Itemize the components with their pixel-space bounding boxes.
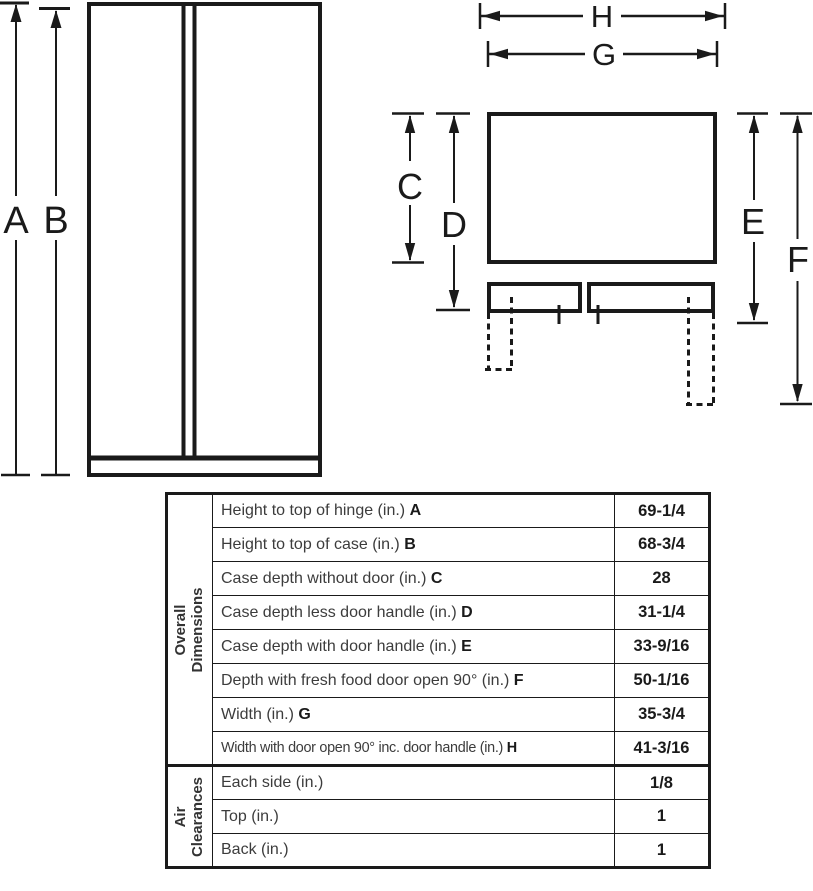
row-label: Depth with fresh food door open 90° (in.) F: [213, 664, 615, 698]
dim-label-c: C: [397, 166, 423, 207]
arrow-down-icon: [449, 290, 459, 308]
row-value: 1: [615, 834, 710, 868]
case-top-outline: [489, 114, 715, 262]
group-label-overall-dimensions: [167, 494, 213, 766]
row-value: 28: [615, 562, 710, 596]
fresh-food-handle-dashed: [686, 297, 716, 405]
fridge-front-outline: [89, 4, 320, 475]
row-value: 1/8: [615, 766, 710, 800]
table-row: [167, 630, 710, 664]
row-label: Height to top of case (in.) B: [213, 528, 615, 562]
dim-label-g: G: [591, 37, 617, 72]
freezer-door-top-outline: [489, 284, 580, 311]
dim-label-f: F: [787, 239, 809, 280]
table-row: [167, 834, 710, 868]
row-value: 69-1/4: [615, 494, 710, 528]
table-row: [167, 494, 710, 528]
row-label: Case depth without door (in.) C: [213, 562, 615, 596]
arrow-left-icon: [490, 49, 508, 59]
fridge-top-view: [485, 114, 716, 405]
arrow-up-icon: [11, 4, 22, 22]
arrow-up-icon: [405, 115, 415, 133]
table-row: [167, 562, 710, 596]
row-value: 31-1/4: [615, 596, 710, 630]
row-label: Height to top of hinge (in.) A: [213, 494, 615, 528]
arrow-up-icon: [749, 115, 759, 133]
dim-label-h: H: [590, 0, 614, 34]
table-row: [167, 664, 710, 698]
row-label: Width (in.) G: [213, 698, 615, 732]
table-row: [167, 596, 710, 630]
dim-label-a: A: [3, 200, 29, 242]
row-label: Case depth less door handle (in.) D: [213, 596, 615, 630]
row-label: Each side (in.): [213, 766, 615, 800]
arrow-right-icon: [697, 49, 715, 59]
row-value: 33-9/16: [615, 630, 710, 664]
dim-label-e: E: [740, 201, 766, 242]
row-label: Top (in.): [213, 800, 615, 834]
table-row: [167, 732, 710, 766]
arrow-down-icon: [749, 303, 759, 321]
row-value: 1: [615, 800, 710, 834]
table-row: [167, 528, 710, 562]
arrow-up-icon: [792, 115, 802, 133]
arrow-down-icon: [792, 384, 802, 402]
arrow-right-icon: [705, 11, 723, 21]
row-value: 68-3/4: [615, 528, 710, 562]
group-label-text: Air Clearances: [172, 776, 206, 857]
arrow-left-icon: [482, 11, 500, 21]
row-value: 50-1/16: [615, 664, 710, 698]
row-value: 41-3/16: [615, 732, 710, 766]
dim-label-d: D: [441, 204, 467, 245]
group-label-text: Overall Dimensions: [172, 586, 206, 673]
fridge-front-view: [89, 4, 320, 475]
row-label: Back (in.): [213, 834, 615, 868]
fresh-food-door-top-outline: [589, 284, 713, 311]
table-row: [167, 766, 710, 800]
row-value: 35-3/4: [615, 698, 710, 732]
table-row: [167, 800, 710, 834]
dimensions-table: [165, 492, 711, 869]
row-label: Case depth with door handle (in.) E: [213, 630, 615, 664]
arrow-up-icon: [449, 115, 459, 133]
table-row: [167, 698, 710, 732]
arrow-up-icon: [51, 10, 62, 28]
arrow-down-icon: [405, 243, 415, 261]
group-label-air-clearances: [167, 766, 213, 868]
dim-label-b: B: [43, 200, 69, 242]
row-label: Width with door open 90° inc. door handle (in.) H: [213, 732, 615, 766]
